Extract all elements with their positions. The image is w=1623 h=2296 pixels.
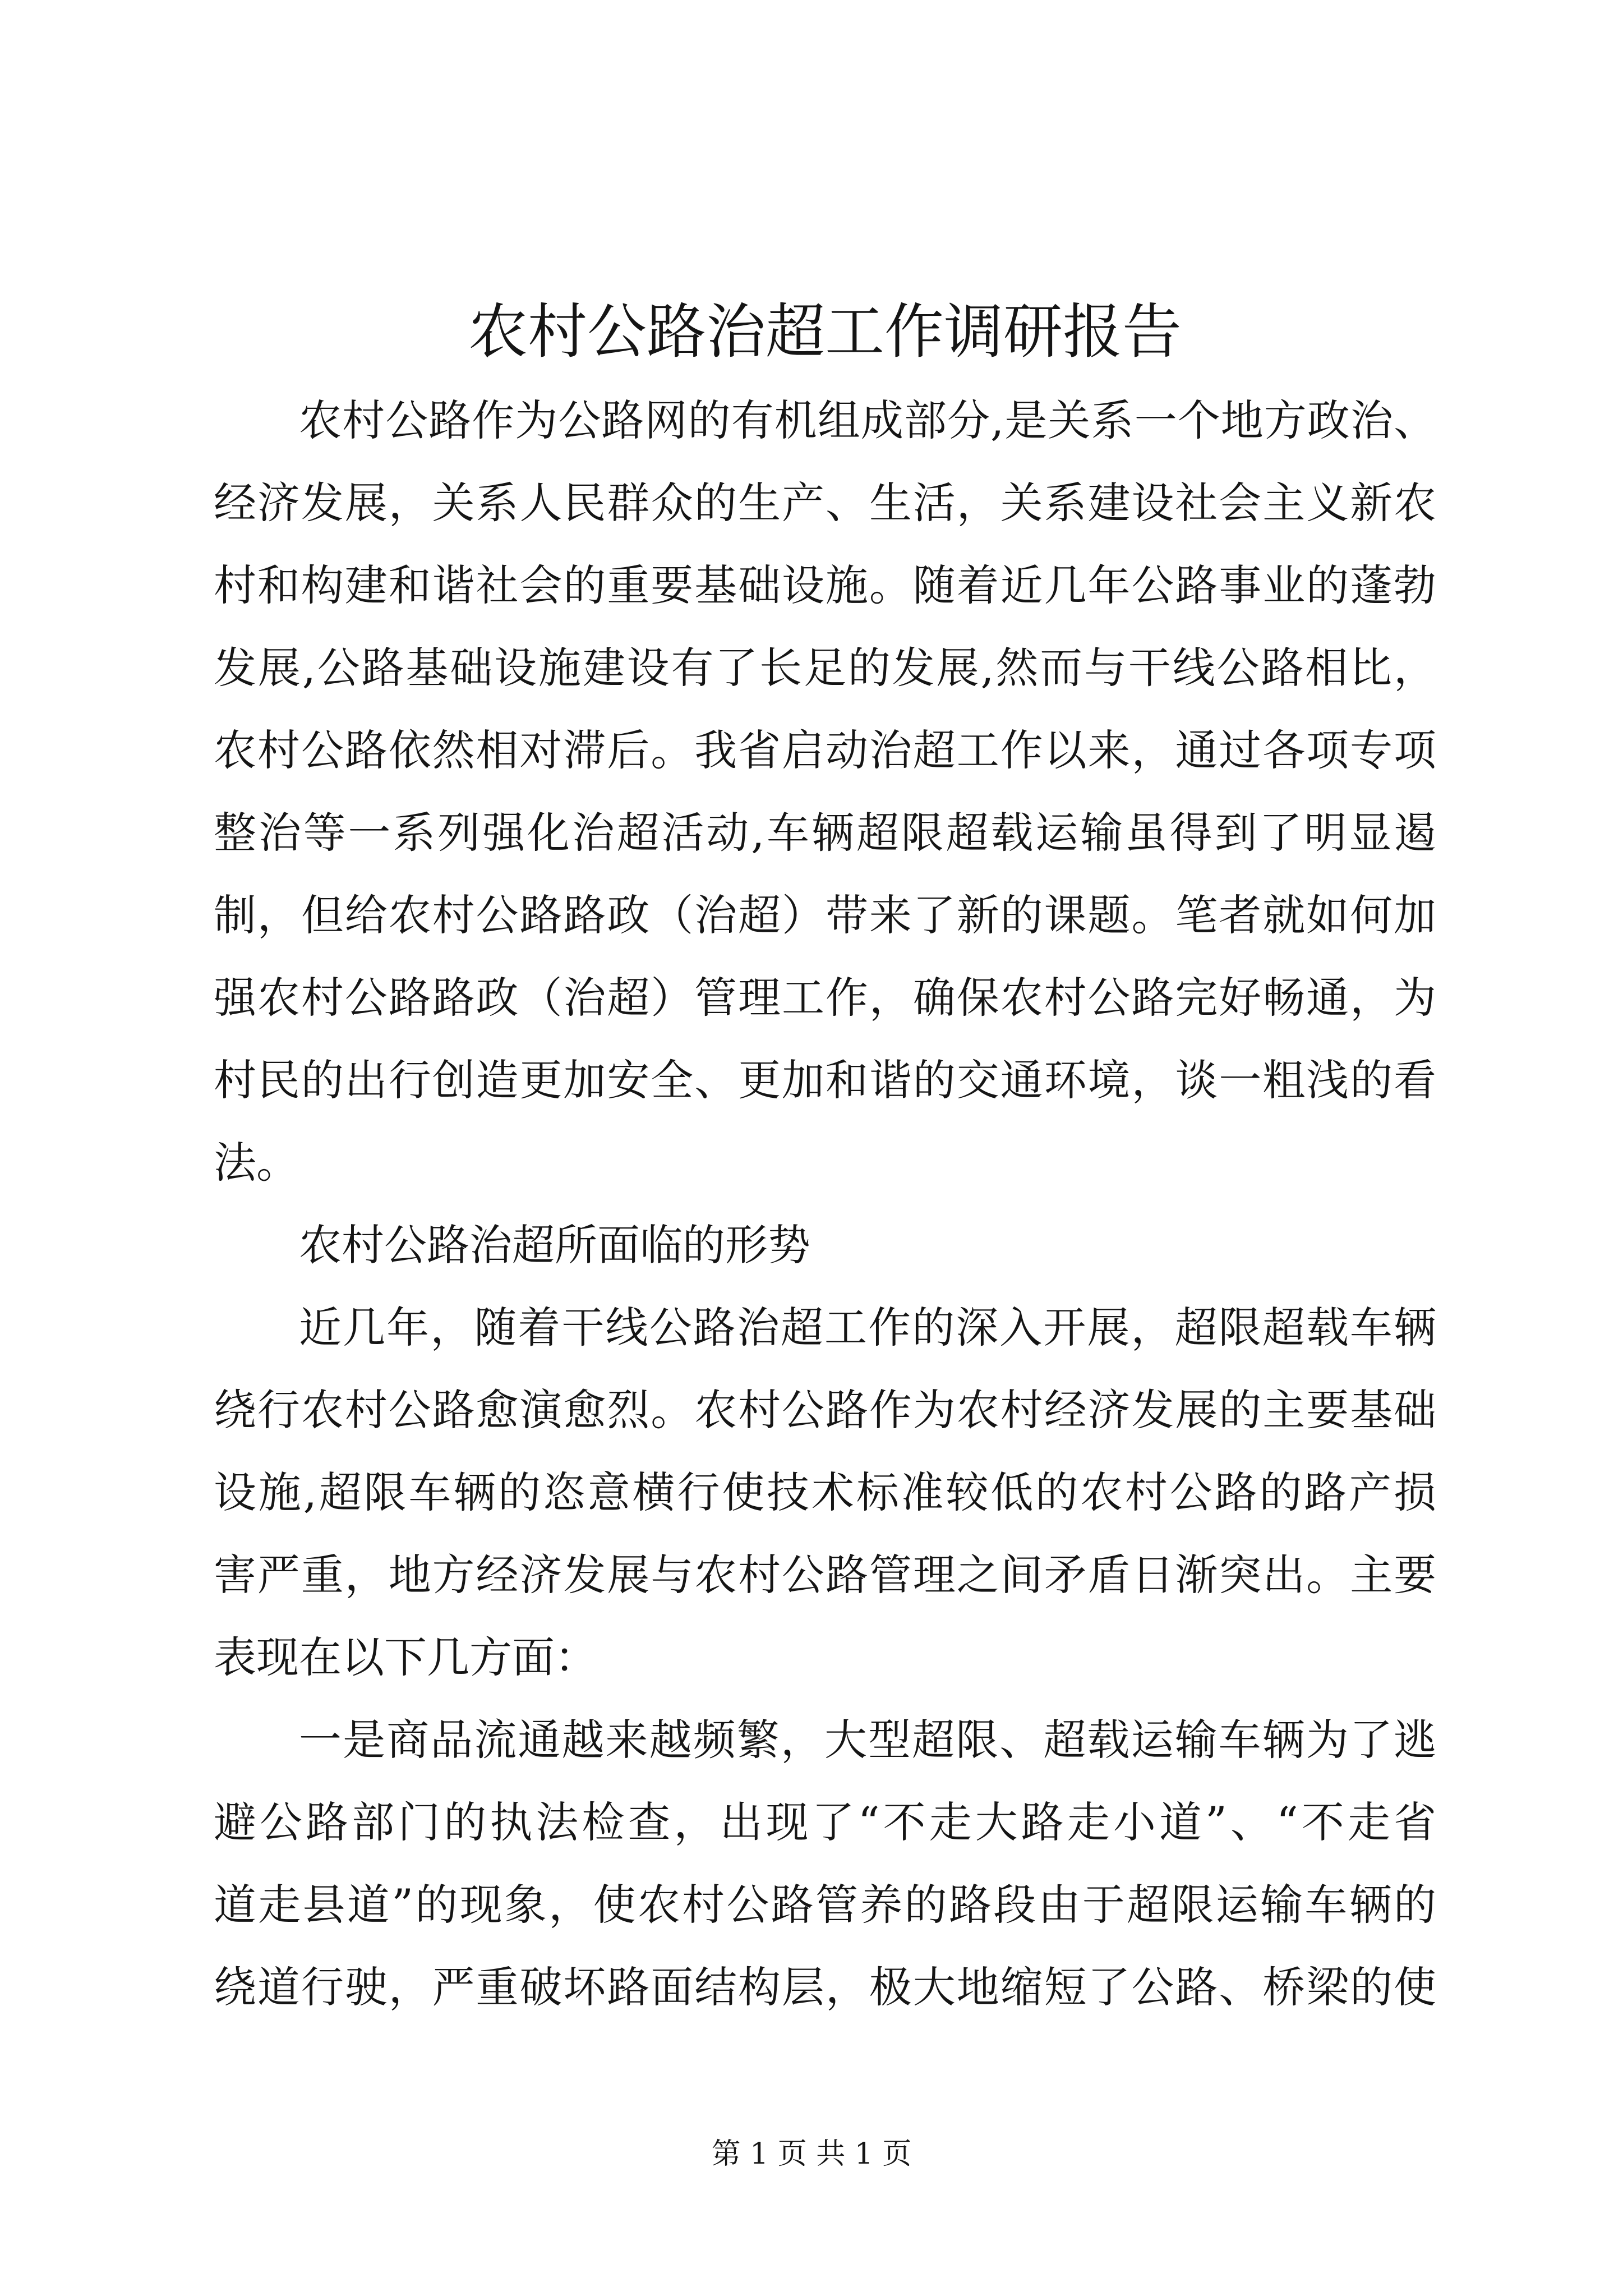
page-footer bbox=[0, 2132, 1623, 2177]
section-heading bbox=[214, 1204, 1436, 1286]
text-line: 表现在以下几方面： bbox=[214, 1632, 597, 1682]
text-line: 强农村公路路政（治超）管理工作，确保农村公路完好畅通，为 bbox=[214, 973, 1436, 1023]
text-line: 村民的出行创造更加安全、更加和谐的交通环境，谈一粗浅的看 bbox=[214, 1055, 1436, 1105]
text-line: 发展,公路基础设施建设有了长足的发展,然而与干线公路相比， bbox=[214, 643, 1436, 693]
text-line: 制，但给农村公路路政（治超）带来了新的课题。笔者就如何加 bbox=[214, 890, 1436, 940]
text-line: 避公路部门的执法检查，出现了“不走大路走小道”、“不走省 bbox=[214, 1797, 1436, 1847]
document-title: 农村公路治超工作调研报告 bbox=[468, 297, 1182, 366]
paragraph-point-one bbox=[214, 1699, 1436, 2028]
text-line: 绕行农村公路愈演愈烈。农村公路作为农村经济发展的主要基础 bbox=[214, 1385, 1436, 1435]
text-line: 法。 bbox=[214, 1138, 299, 1188]
paragraph-situation bbox=[214, 1286, 1436, 1699]
text-line: 整治等一系列强化治超活动,车辆超限超载运输虽得到了明显遏 bbox=[214, 808, 1436, 858]
text-line: 经济发展，关系人民群众的生产、生活，关系建设社会主义新农 bbox=[214, 478, 1436, 528]
page-number-label: 第 1 页 共 1 页 bbox=[711, 2137, 912, 2171]
text-line: 害严重，地方经济发展与农村公路管理之间矛盾日渐突出。主要 bbox=[214, 1550, 1436, 1600]
text-line: 农村公路作为公路网的有机组成部分,是关系一个地方政治、 bbox=[299, 395, 1436, 445]
text-line: 农村公路依然相对滞后。我省启动治超工作以来，通过各项专项 bbox=[214, 725, 1436, 775]
document-body bbox=[214, 379, 1436, 2028]
text-line: 近几年，随着干线公路治超工作的深入开展，超限超载车辆 bbox=[299, 1303, 1436, 1352]
text-line: 村和构建和谐社会的重要基础设施。随着近几年公路事业的蓬勃 bbox=[214, 560, 1436, 610]
text-line: 设施,超限车辆的恣意横行使技术标准较低的农村公路的路产损 bbox=[214, 1467, 1436, 1517]
text-line: 道走县道”的现象，使农村公路管养的路段由于超限运输车辆的 bbox=[214, 1880, 1436, 1930]
section-heading-text: 农村公路治超所面临的形势 bbox=[299, 1220, 810, 1270]
paragraph-intro bbox=[214, 379, 1436, 1204]
text-line: 一是商品流通越来越频繁，大型超限、超载运输车辆为了逃 bbox=[299, 1715, 1436, 1765]
text-line: 绕道行驶，严重破坏路面结构层，极大地缩短了公路、桥梁的使 bbox=[214, 1962, 1436, 2012]
